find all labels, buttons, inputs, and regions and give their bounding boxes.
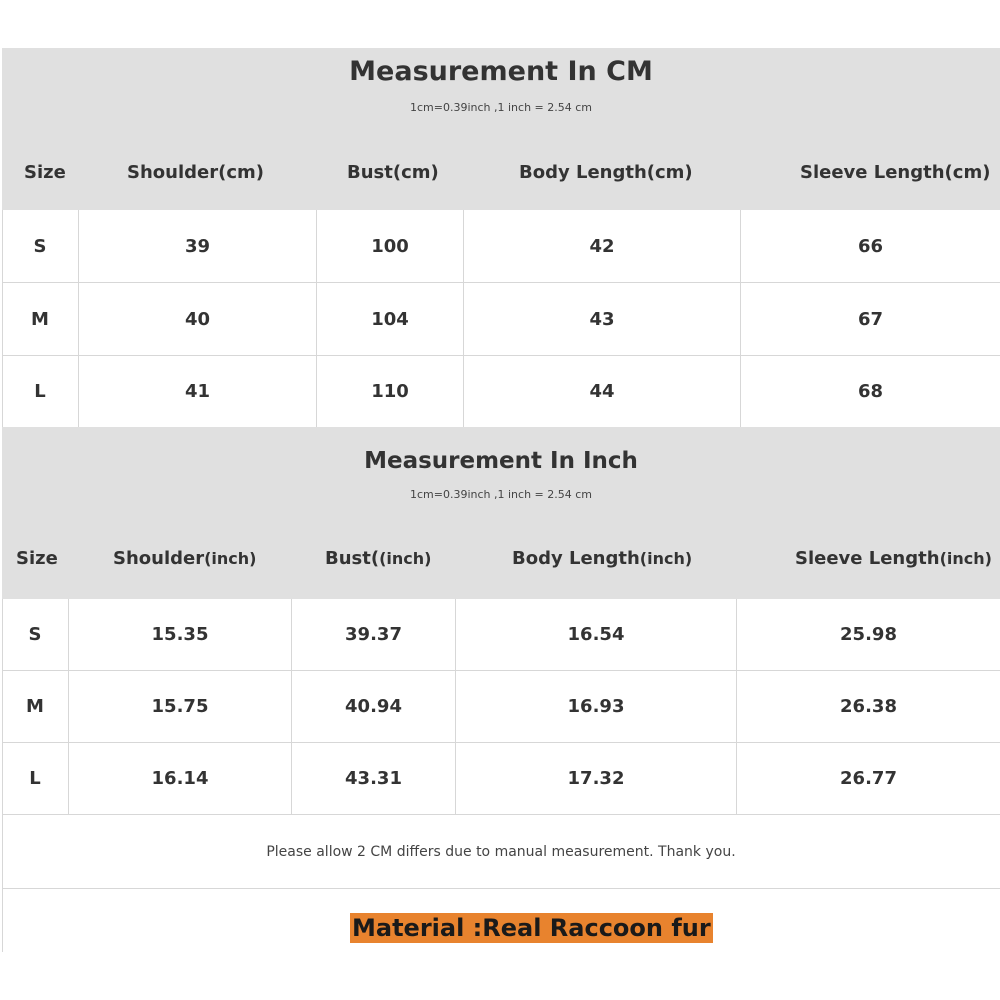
sleeve-length-cell: 66: [857, 235, 884, 257]
shoulder-cell: 15.35: [69, 599, 292, 670]
sleeve-length-cell: 26.77: [840, 768, 897, 789]
table-row: [2, 356, 1000, 427]
shoulder-cell: 39: [79, 210, 317, 282]
sleeve-length-cell: 26.38: [840, 696, 897, 717]
sleeve-length-cell: 67: [857, 308, 884, 330]
cm-header-shoulder: Shoulder(cm): [127, 162, 264, 183]
inch-conversion-note: 1cm=0.39inch ,1 inch = 2.54 cm: [409, 488, 592, 501]
inch-title: Measurement In Inch: [364, 448, 638, 474]
inch-header-shoulder: Shoulder(inch): [113, 548, 257, 569]
inch-header-bust: Bust((inch): [325, 548, 432, 569]
body-length-cell: 16.54: [456, 599, 737, 670]
table-row: [2, 283, 1000, 356]
bust-cell: 110: [317, 356, 464, 427]
inch-header-body-length: Body Length(inch): [512, 548, 693, 569]
body-length-cell: 17.32: [456, 743, 737, 814]
cm-header-sleeve-length: Sleeve Length(cm): [800, 162, 991, 183]
cm-header: [2, 48, 1000, 210]
sleeve-length-cell: 68: [857, 381, 884, 402]
inch-header: [2, 427, 1000, 599]
bust-cell: 39.37: [292, 599, 456, 670]
bust-cell: 43.31: [292, 743, 456, 814]
bust-cell: 100: [317, 210, 464, 282]
size-cell: L: [2, 743, 69, 814]
cm-title: Measurement In CM: [349, 56, 653, 87]
size-chart: [2, 48, 1000, 952]
table-row: [2, 743, 1000, 815]
cm-header-body-length: Body Length(cm): [519, 162, 693, 183]
cm-header-bust: Bust(cm): [347, 162, 439, 183]
shoulder-cell: 16.14: [69, 743, 292, 814]
inch-header-size: Size: [16, 548, 58, 569]
body-length-cell: 43: [464, 283, 741, 355]
body-length-cell: 44: [464, 356, 741, 427]
body-length-cell: 16.93: [456, 671, 737, 742]
material-label: Material :Real Raccoon fur: [352, 914, 711, 942]
shoulder-cell: 41: [79, 356, 317, 427]
size-cell: M: [2, 283, 79, 355]
sleeve-length-cell: 25.98: [840, 624, 897, 645]
inch-header-sleeve-length: Sleeve Length(inch): [795, 548, 992, 569]
cm-conversion-note: 1cm=0.39inch ,1 inch = 2.54 cm: [409, 101, 592, 114]
bust-cell: 40.94: [292, 671, 456, 742]
table-row: [2, 671, 1000, 743]
size-cell: S: [2, 210, 79, 282]
cm-header-size: Size: [24, 162, 66, 183]
size-cell: M: [2, 671, 69, 742]
shoulder-cell: 40: [79, 283, 317, 355]
body-length-cell: 42: [464, 210, 741, 282]
table-row: [2, 210, 1000, 283]
measurement-note: Please allow 2 CM differs due to manual measurement. Thank you.: [266, 843, 736, 860]
size-cell: S: [2, 599, 69, 670]
shoulder-cell: 15.75: [69, 671, 292, 742]
note-row: [2, 815, 1000, 889]
size-cell: L: [2, 356, 79, 427]
table-row: [2, 599, 1000, 671]
bust-cell: 104: [317, 283, 464, 355]
